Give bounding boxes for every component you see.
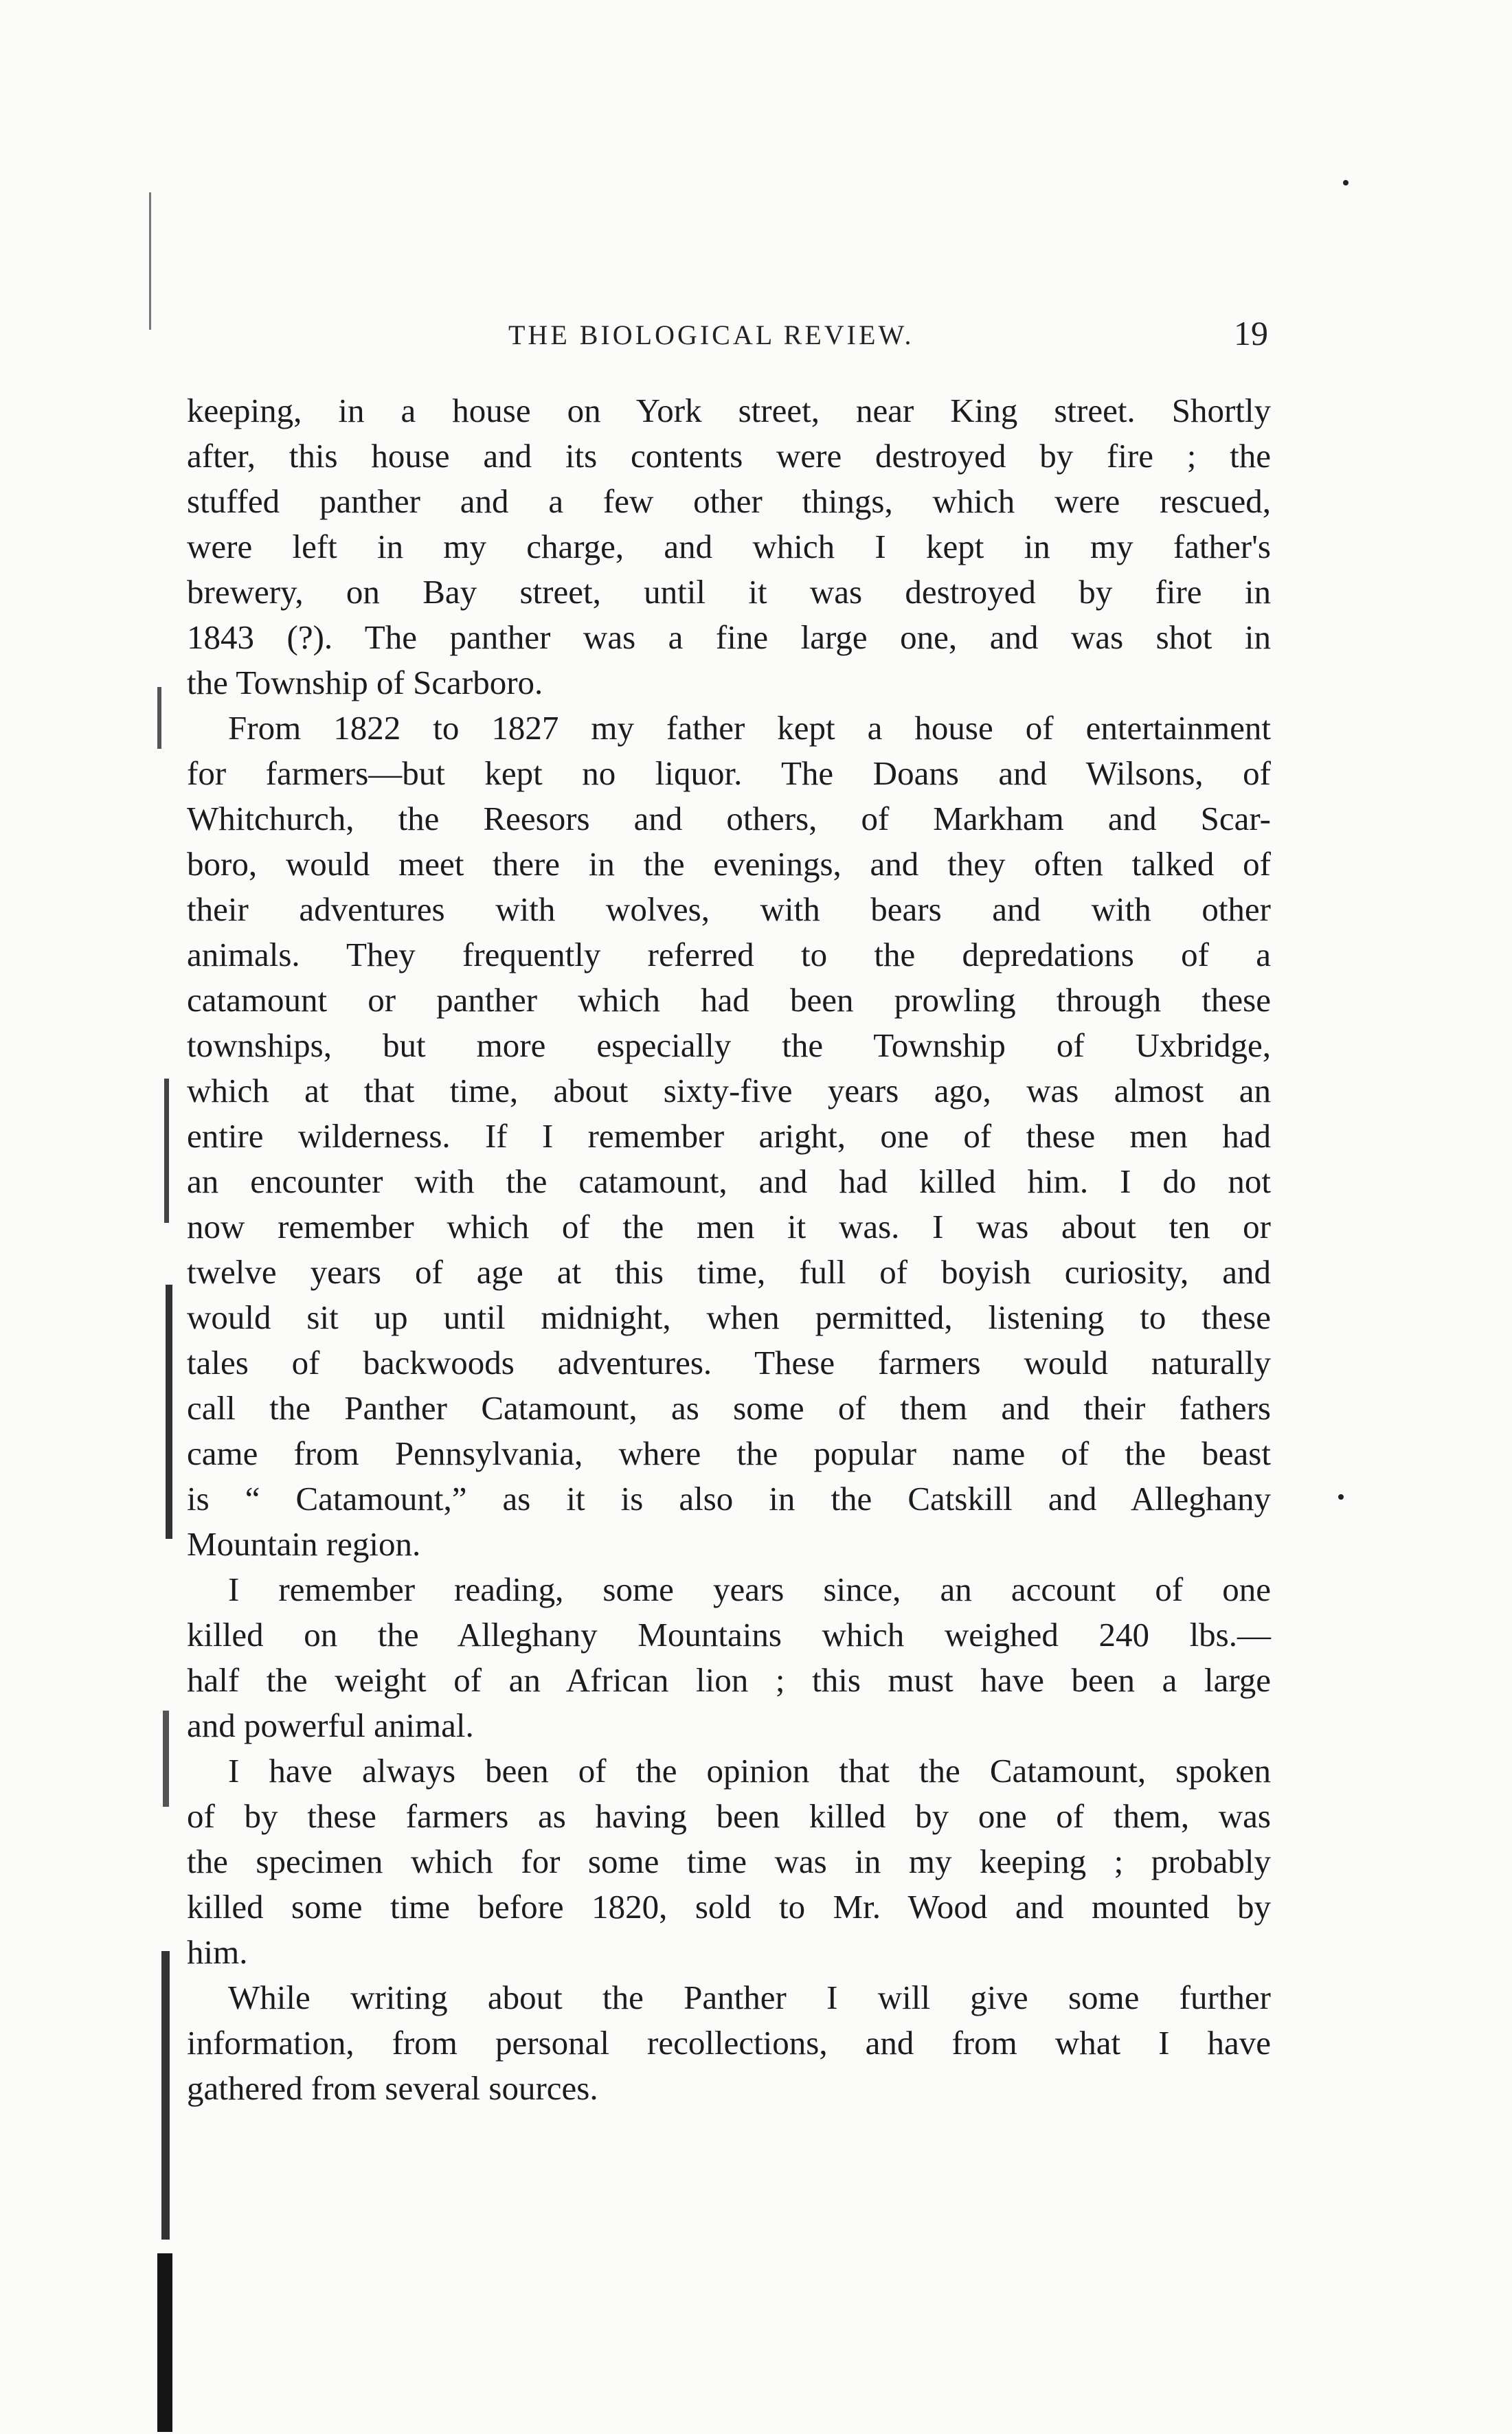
text-line: which at that time, about sixty-five years ago, was almost an — [187, 1072, 1271, 1109]
text-line: boro, would meet there in the evenings, and they often talked of — [187, 845, 1271, 883]
text-line: came from Pennsylvania, where the popular name of the beast — [187, 1434, 1271, 1472]
text-line: catamount or panther which had been prowling through these — [187, 981, 1271, 1019]
paragraph — [187, 1975, 1271, 2111]
paragraph — [187, 1567, 1271, 1748]
text-line: keeping, in a house on York street, near King street. Shortly — [187, 392, 1271, 429]
text-line: and powerful animal. — [187, 1706, 474, 1744]
text-line: call the Panther Catamount, as some of them and their fathers — [187, 1389, 1271, 1427]
text-line: information, from personal recollections, and from what I have — [187, 2024, 1271, 2062]
gutter-mark — [161, 1951, 170, 2240]
page-number: 19 — [1234, 314, 1268, 352]
text-line: half the weight of an African lion ; this must have been a large — [187, 1661, 1271, 1699]
gutter-mark — [157, 2253, 172, 2432]
gutter-mark — [157, 687, 161, 749]
text-line: killed some time before 1820, sold to Mr. Wood and mounted by — [187, 1888, 1271, 1926]
text-line: would sit up until midnight, when permitted, listening to these — [187, 1298, 1271, 1336]
text-line: animals. They frequently referred to the depredations of a — [187, 936, 1271, 973]
text-line: the specimen which for some time was in my keeping ; probably — [187, 1843, 1271, 1880]
text-line: I remember reading, some years since, an account of one — [228, 1570, 1271, 1608]
text-line: of by these farmers as having been killed by one of them, was — [187, 1797, 1271, 1835]
text-line: for farmers—but kept no liquor. The Doans and Wilsons, of — [187, 754, 1271, 792]
text-line: From 1822 to 1827 my father kept a house of entertainment — [228, 709, 1271, 747]
text-line: brewery, on Bay street, until it was destroyed by fire in — [187, 573, 1271, 611]
running-title: THE BIOLOGICAL REVIEW. — [508, 319, 914, 350]
paragraph — [187, 1748, 1271, 1975]
text-line: were left in my charge, and which I kept in my father's — [187, 528, 1271, 565]
text-line: Whitchurch, the Reesors and others, of Markham and Scar- — [187, 800, 1271, 837]
text-line: after, this house and its contents were destroyed by fire ; the — [187, 437, 1271, 475]
text-line: their adventures with wolves, with bears and with other — [187, 890, 1271, 928]
text-line: an encounter with the catamount, and had killed him. I do not — [187, 1162, 1271, 1200]
text-line: townships, but more especially the Township of Uxbridge, — [187, 1026, 1271, 1064]
text-line: him. — [187, 1933, 248, 1971]
ink-speck — [1343, 180, 1349, 185]
text-line: While writing about the Panther I will give some further — [228, 1979, 1271, 2016]
ink-speck — [1338, 1494, 1344, 1500]
text-line: the Township of Scarboro. — [187, 664, 543, 701]
text-line: gathered from several sources. — [187, 2069, 598, 2107]
gutter-mark — [163, 1711, 169, 1807]
page-header — [185, 313, 1268, 361]
text-line: is “ Catamount,” as it is also in the Catskill and Alleghany — [187, 1480, 1271, 1518]
text-line: entire wilderness. If I remember aright, one of these men had — [187, 1117, 1271, 1155]
body-text — [187, 388, 1271, 2111]
text-line: now remember which of the men it was. I was about ten or — [187, 1208, 1271, 1246]
text-line: 1843 (?). The panther was a fine large one, and was shot in — [187, 618, 1271, 656]
text-line: stuffed panther and a few other things, which were rescued, — [187, 482, 1271, 520]
gutter-mark — [149, 192, 151, 330]
gutter-mark — [164, 1079, 169, 1223]
text-line: twelve years of age at this time, full of boyish curiosity, and — [187, 1253, 1271, 1291]
text-line: tales of backwoods adventures. These farmers would naturally — [187, 1344, 1271, 1382]
text-line: killed on the Alleghany Mountains which weighed 240 lbs.— — [187, 1616, 1271, 1654]
paragraph — [187, 388, 1271, 706]
text-line: Mountain region. — [187, 1525, 421, 1563]
text-line: I have always been of the opinion that the Catamount, spoken — [228, 1752, 1271, 1790]
gutter-mark — [166, 1285, 172, 1539]
paragraph — [187, 706, 1271, 1567]
